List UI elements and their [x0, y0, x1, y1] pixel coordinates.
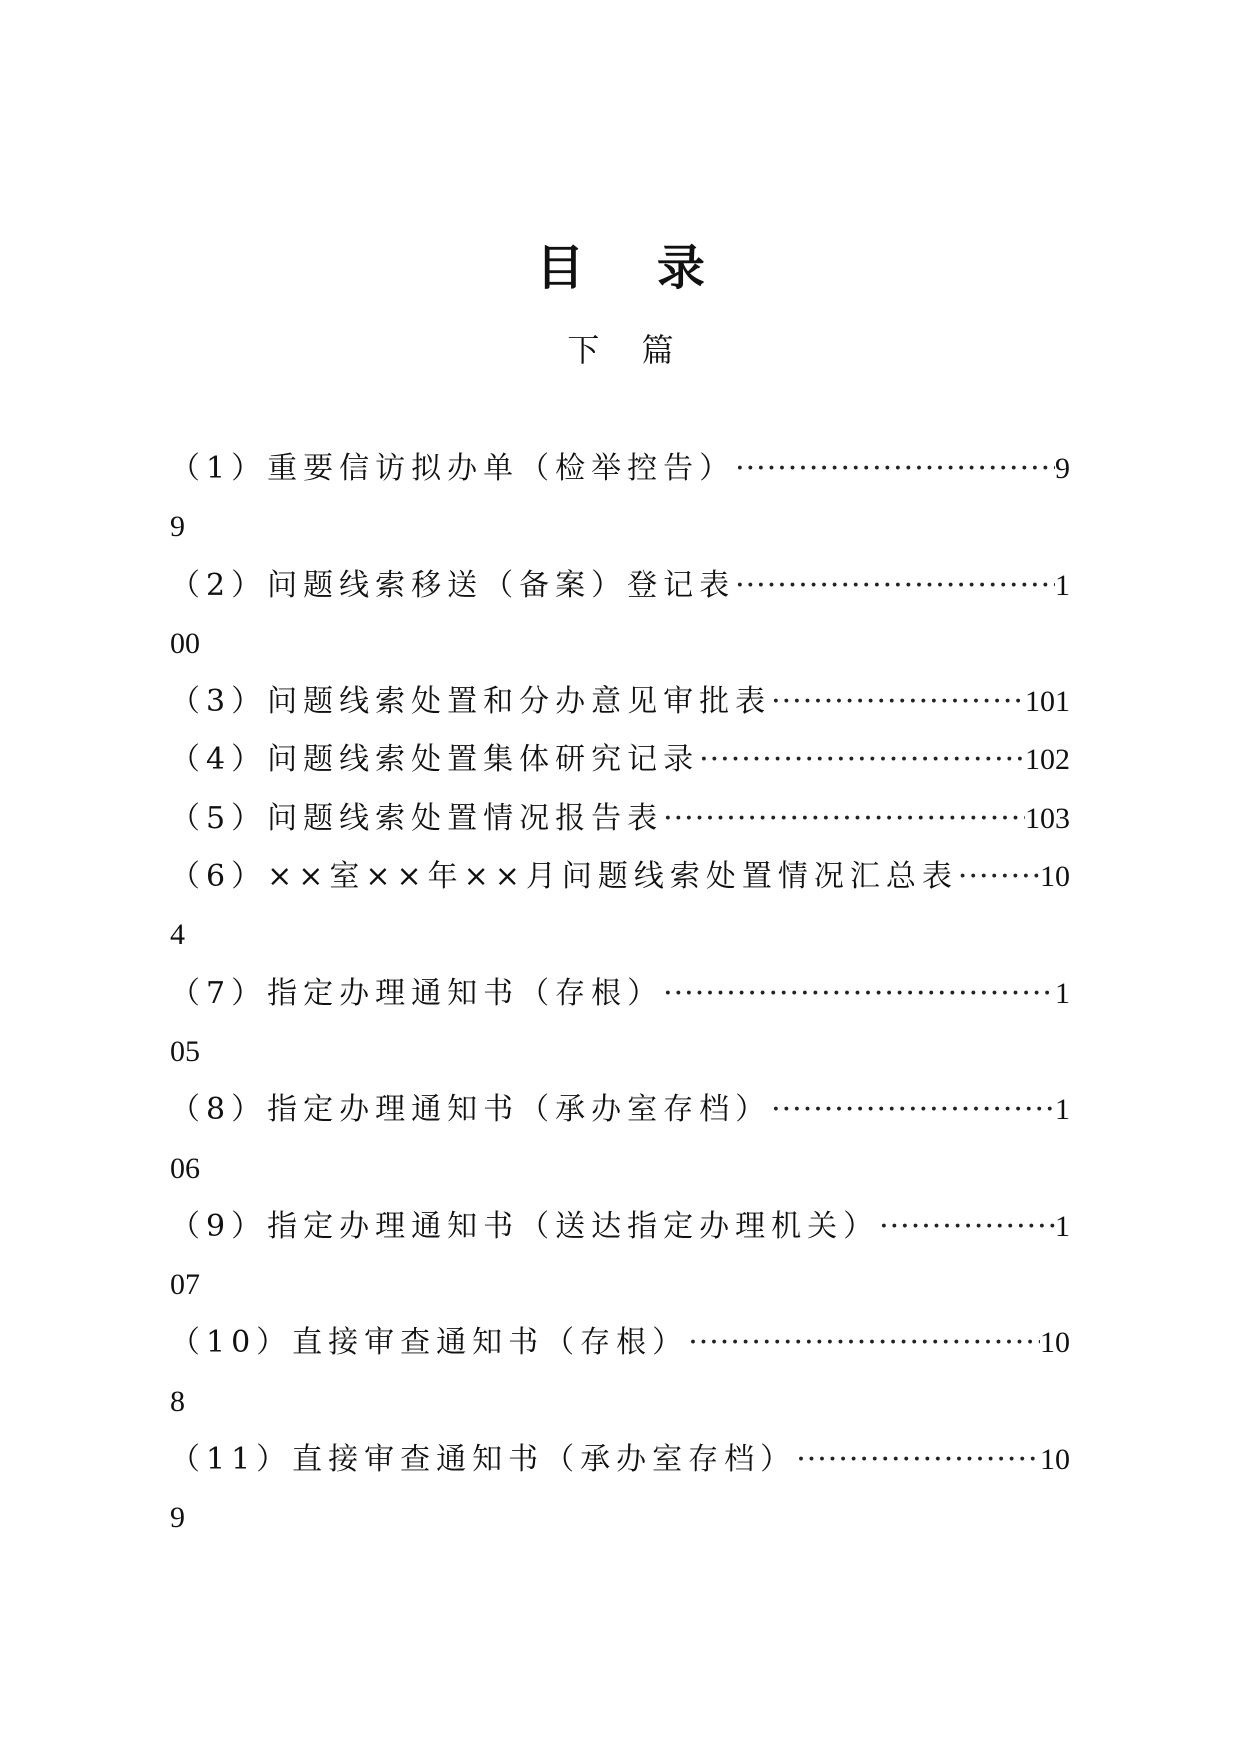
toc-entry-title: （1）重要信访拟办单（检举控告） [170, 451, 736, 486]
dot-leader [958, 848, 1040, 906]
toc-page-number: 1 [1055, 1209, 1070, 1243]
toc-entry-2[interactable] [170, 557, 1070, 615]
toc-entry-1-continued [170, 498, 1070, 556]
toc-page-number-continued: 9 [170, 510, 185, 544]
toc-entry-1[interactable] [170, 440, 1070, 498]
dot-leader [771, 1081, 1055, 1139]
toc-entry-title: （5）问题线索处置情况报告表 [170, 800, 664, 836]
toc-entry-4[interactable] [170, 731, 1070, 789]
toc-page-number: 1 [1055, 976, 1070, 1010]
toc-entry-9[interactable] [170, 1198, 1070, 1256]
toc-entry-title: （2）问题线索移送（备案）登记表 [170, 567, 736, 603]
toc-entry-9-continued [170, 1256, 1070, 1314]
dot-leader [771, 673, 1025, 731]
dot-leader [735, 557, 1055, 615]
toc-entry-title: （8）指定办理通知书（承办室存档） [170, 1092, 772, 1128]
toc-entry-title: （4）问题线索处置集体研究记录 [170, 742, 700, 778]
toc-page-number: 10 [1040, 860, 1070, 894]
toc-page-number-continued: 4 [170, 918, 185, 952]
toc-page-number-continued: 00 [170, 626, 200, 660]
toc-page-number: 102 [1025, 743, 1070, 777]
toc-entry-title: （9）指定办理通知书（送达指定办理机关） [170, 1208, 880, 1244]
dot-leader [663, 965, 1055, 1023]
toc-entry-title: （3）问题线索处置和分办意见审批表 [170, 684, 772, 720]
toc-title: 目 录 [536, 240, 733, 296]
dot-leader [699, 731, 1025, 789]
toc-page-number-continued: 9 [170, 1501, 185, 1535]
dot-leader [796, 1431, 1040, 1489]
toc-page-number: 10 [1040, 1443, 1070, 1477]
toc-page-number: 1 [1055, 568, 1070, 602]
toc-entry-title: （7）指定办理通知书（存根） [170, 975, 664, 1011]
toc-page-number-continued: 05 [170, 1034, 200, 1068]
toc-entry-7[interactable] [170, 965, 1070, 1023]
dot-leader [879, 1198, 1055, 1256]
toc-entry-title: （10）直接审查通知书（存根） [170, 1325, 689, 1361]
toc-entry-6[interactable] [170, 848, 1070, 906]
toc-page-number: 1 [1055, 1093, 1070, 1127]
toc-entry-title: （11）直接审查通知书（承办室存档） [170, 1442, 797, 1478]
toc-page-number: 9 [1055, 452, 1070, 485]
toc-entry-10-continued [170, 1373, 1070, 1431]
toc-entry-8[interactable] [170, 1081, 1070, 1139]
toc-entry-6-continued [170, 906, 1070, 964]
toc-entry-10[interactable] [170, 1314, 1070, 1372]
toc-subtitle: 下 篇 [567, 331, 690, 369]
toc-entry-8-continued [170, 1140, 1070, 1198]
toc-page-number-continued: 8 [170, 1384, 185, 1418]
toc-entry-title: （6）××室××年××月问题线索处置情况汇总表 [170, 859, 958, 895]
toc-entry-2-continued [170, 615, 1070, 673]
toc-page-number: 101 [1025, 685, 1070, 719]
toc-entry-5[interactable] [170, 790, 1070, 848]
dot-leader [663, 790, 1025, 848]
toc-list [170, 440, 1070, 1548]
toc-entry-11-continued [170, 1489, 1070, 1547]
toc-page-number: 10 [1040, 1326, 1070, 1360]
dot-leader [688, 1314, 1040, 1372]
toc-entry-11[interactable] [170, 1431, 1070, 1489]
toc-entry-7-continued [170, 1023, 1070, 1081]
toc-entry-3[interactable] [170, 673, 1070, 731]
toc-page-number-continued: 07 [170, 1268, 200, 1302]
toc-page-number: 103 [1025, 801, 1070, 835]
dot-leader [735, 440, 1055, 498]
toc-page-number-continued: 06 [170, 1151, 200, 1185]
